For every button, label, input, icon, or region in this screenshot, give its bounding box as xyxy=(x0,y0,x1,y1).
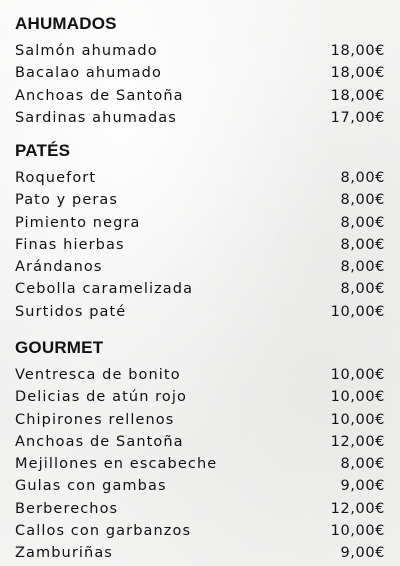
item-price: 8,00€ xyxy=(340,456,385,473)
menu-item xyxy=(15,431,385,453)
menu-item xyxy=(15,386,385,408)
item-name: Pimiento negra xyxy=(15,214,141,231)
item-price: 12,00€ xyxy=(330,433,385,450)
item-price: 8,00€ xyxy=(340,214,385,231)
item-price: 8,00€ xyxy=(340,192,385,209)
item-price: 10,00€ xyxy=(330,523,385,540)
item-price: 18,00€ xyxy=(330,43,385,59)
item-name: Bacalao ahumado xyxy=(15,65,162,82)
item-name: Finas hierbas xyxy=(15,236,125,253)
item-price: 9,00€ xyxy=(340,545,385,562)
item-name: Mejillones en escabeche xyxy=(15,456,218,473)
item-price: 17,00€ xyxy=(330,109,385,126)
menu-item xyxy=(15,85,385,107)
item-name: Gulas con gambas xyxy=(15,478,167,495)
item-name: Delicias de atún rojo xyxy=(15,389,188,406)
item-name: Roquefort xyxy=(15,170,97,186)
item-name: Surtidos paté xyxy=(15,303,127,320)
item-name: Pato y peras xyxy=(15,192,119,209)
section-ahumados xyxy=(15,14,385,129)
menu-item xyxy=(15,364,385,386)
item-price: 18,00€ xyxy=(330,87,385,104)
section-title: AHUMADOS xyxy=(15,14,117,33)
item-price: 10,00€ xyxy=(330,367,385,383)
menu-item xyxy=(15,498,385,520)
menu-item xyxy=(15,107,385,129)
item-name: Callos con garbanzos xyxy=(15,523,192,540)
section-title: GOURMET xyxy=(15,338,104,357)
item-name: Anchoas de Santoña xyxy=(15,87,184,104)
item-price: 9,00€ xyxy=(340,478,385,495)
item-name: Salmón ahumado xyxy=(15,43,158,59)
menu-item xyxy=(15,40,385,62)
item-price: 12,00€ xyxy=(330,500,385,517)
menu-item xyxy=(15,453,385,475)
section-gourmet xyxy=(15,338,385,565)
menu-item xyxy=(15,475,385,497)
menu-item xyxy=(15,520,385,542)
menu-item xyxy=(15,256,385,278)
menu-item xyxy=(15,212,385,234)
menu-item xyxy=(15,167,385,189)
menu-item xyxy=(15,301,385,323)
item-name: Chipirones rellenos xyxy=(15,411,175,428)
item-name: Berberechos xyxy=(15,500,119,517)
item-name: Cebolla caramelizada xyxy=(15,281,194,298)
item-price: 10,00€ xyxy=(330,303,385,320)
item-price: 8,00€ xyxy=(340,236,385,253)
menu-item xyxy=(15,189,385,211)
item-name: Zamburiñas xyxy=(15,545,113,562)
menu-item xyxy=(15,409,385,431)
item-name: Sardinas ahumadas xyxy=(15,109,177,126)
menu-item xyxy=(15,278,385,300)
item-price: 18,00€ xyxy=(330,65,385,82)
item-name: Anchoas de Santoña xyxy=(15,433,184,450)
item-price: 10,00€ xyxy=(330,389,385,406)
menu-item xyxy=(15,542,385,564)
item-name: Arándanos xyxy=(15,259,103,276)
item-price: 8,00€ xyxy=(340,281,385,298)
item-price: 10,00€ xyxy=(330,411,385,428)
section-pates xyxy=(15,141,385,323)
item-name: Ventresca de bonito xyxy=(15,367,181,383)
item-price: 8,00€ xyxy=(340,170,385,186)
item-price: 8,00€ xyxy=(340,259,385,276)
menu-item xyxy=(15,62,385,84)
menu-item xyxy=(15,234,385,256)
section-title: PATÉS xyxy=(15,141,71,160)
